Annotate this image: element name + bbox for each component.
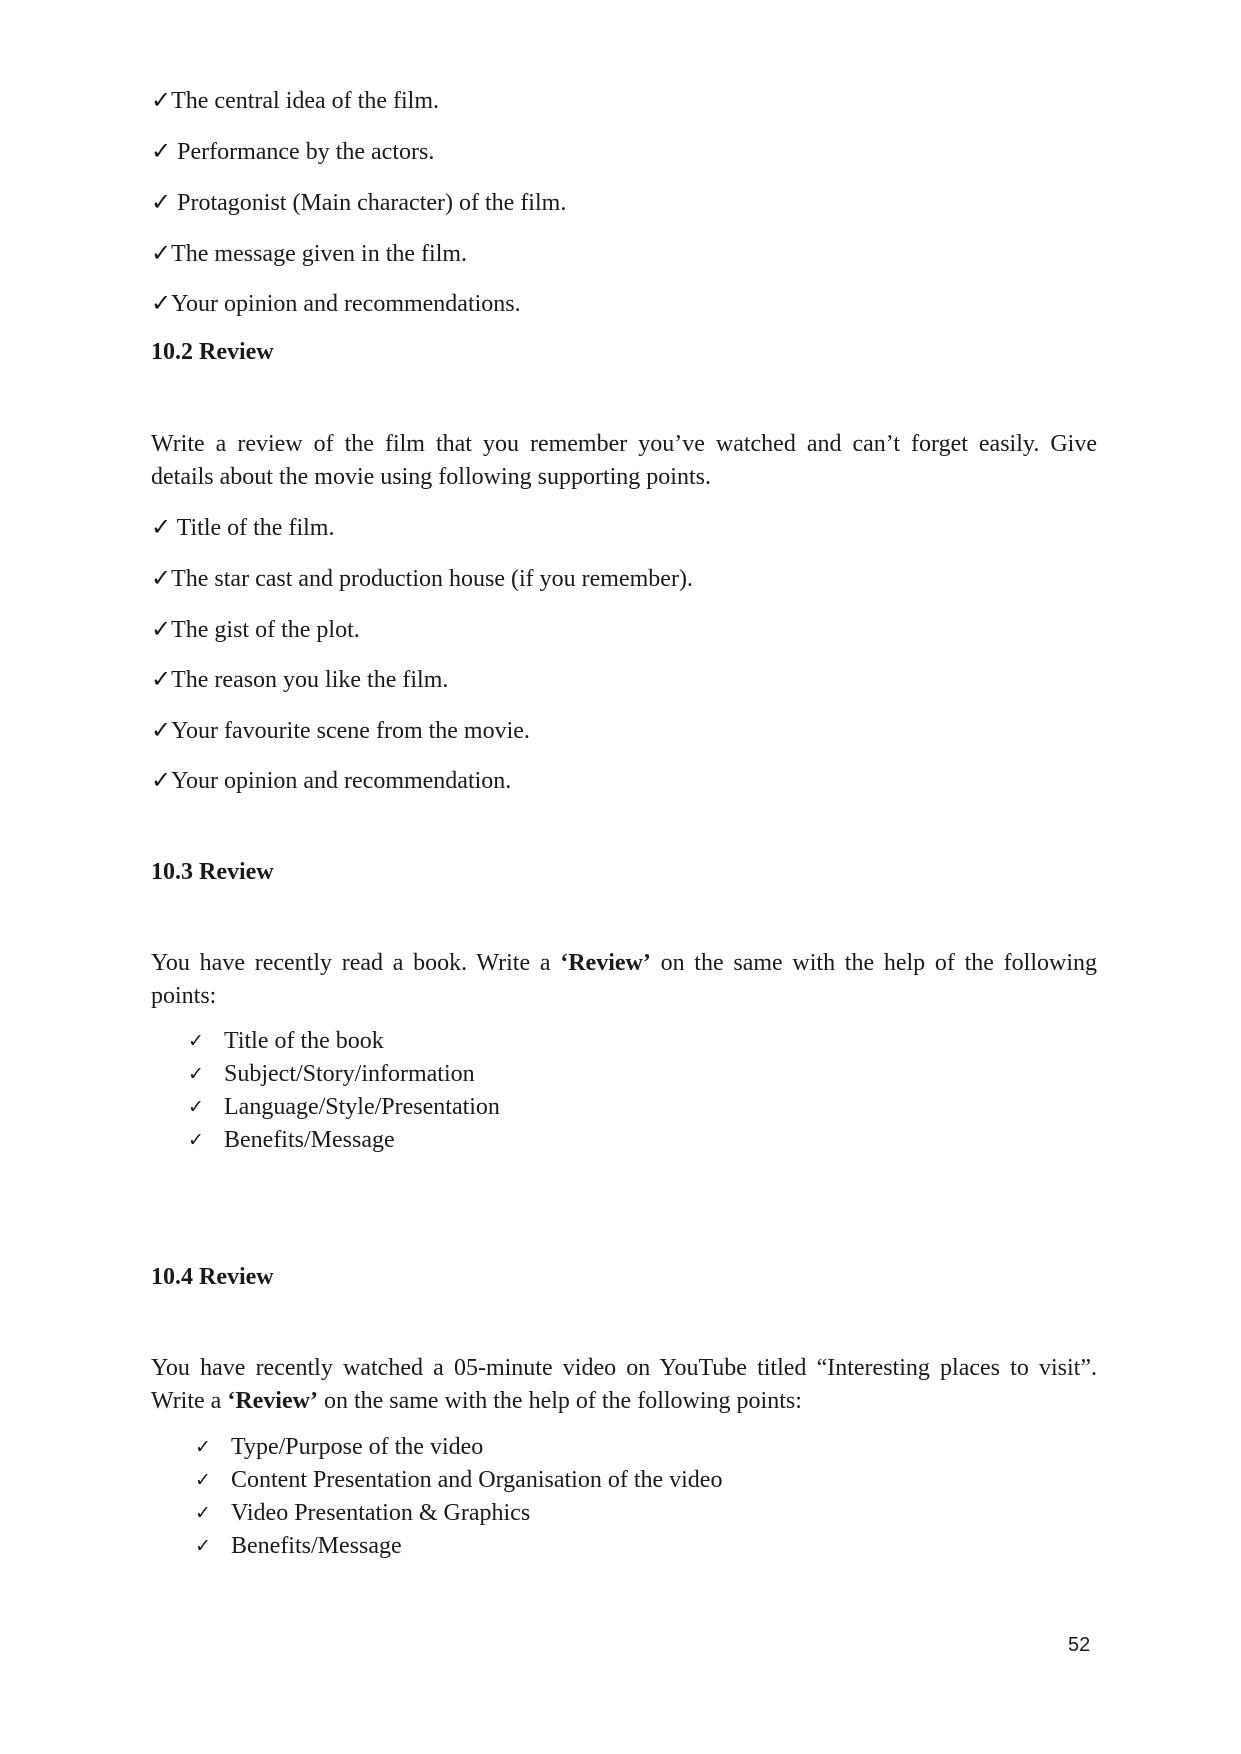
list-item: ✓The gist of the plot.: [151, 617, 360, 643]
paragraph-bold-text: ‘Review’: [560, 950, 651, 976]
list-item: ✓ Protagonist (Main character) of the film.: [151, 190, 567, 216]
list-item-text: Type/Purpose of the video: [231, 1434, 484, 1460]
list-item: ✓Your opinion and recommendations.: [151, 291, 521, 317]
list-item: ✓The reason you like the film.: [151, 667, 449, 693]
section-10-2-paragraph: [151, 428, 1097, 494]
paragraph-line: details about the movie using following supporting points.: [151, 464, 711, 490]
list-item-text: Content Presentation and Organisation of the video: [231, 1467, 723, 1493]
paragraph-text: on the same with the help of the following points:: [317, 1388, 802, 1414]
check-mark-icon: ✓: [188, 1063, 204, 1085]
paragraph-line: points:: [151, 983, 217, 1009]
check-mark-icon: ✓: [188, 1129, 204, 1151]
section-10-4-paragraph: [151, 1352, 1097, 1418]
list-item: [195, 1431, 995, 1464]
list-item-text: Language/Style/Presentation: [224, 1094, 500, 1120]
list-item: ✓The star cast and production house (if you remember).: [151, 566, 693, 592]
check-mark-icon: ✓: [195, 1535, 211, 1557]
list-item: ✓The central idea of the film.: [151, 88, 439, 114]
list-item: [195, 1497, 995, 1530]
list-item: ✓ Title of the film.: [151, 515, 335, 541]
page-number: 52: [1068, 1634, 1091, 1656]
section-heading-10-3: 10.3 Review: [151, 859, 274, 885]
check-mark-icon: ✓: [188, 1096, 204, 1118]
list-item-text: Benefits/Message: [231, 1533, 402, 1559]
paragraph-line: Write a review of the film that you remember you’ve watched and can’t forget easily. Give: [151, 431, 1097, 457]
paragraph-bold-text: ‘Review’: [227, 1388, 318, 1414]
list-item: [195, 1530, 995, 1563]
section-10-4-bullet-list: [195, 1431, 995, 1563]
paragraph-line: [151, 947, 1097, 980]
list-item: ✓Your opinion and recommendation.: [151, 768, 512, 794]
list-item-text: Title of the book: [224, 1028, 384, 1054]
list-item: [188, 1124, 888, 1157]
list-item-text: Subject/Story/information: [224, 1061, 475, 1087]
section-heading-10-2: 10.2 Review: [151, 339, 274, 365]
section-10-3-bullet-list: [188, 1025, 888, 1157]
check-mark-icon: ✓: [195, 1469, 211, 1491]
list-item: [195, 1464, 995, 1497]
list-item: [188, 1091, 888, 1124]
paragraph-line: You have recently watched a 05-minute video on YouTube titled “Interesting places to visit”.: [151, 1355, 1097, 1381]
paragraph-text: You have recently read a book. Write a: [151, 950, 561, 976]
list-item-text: Video Presentation & Graphics: [231, 1500, 531, 1526]
list-item: ✓The message given in the film.: [151, 241, 468, 267]
check-mark-icon: ✓: [195, 1502, 211, 1524]
paragraph-text: on the same with the help of the following: [650, 950, 1098, 976]
check-mark-icon: ✓: [195, 1436, 211, 1458]
list-item: ✓Your favourite scene from the movie.: [151, 718, 530, 744]
list-item: ✓ Performance by the actors.: [151, 139, 435, 165]
check-mark-icon: ✓: [188, 1030, 204, 1052]
section-10-3-paragraph: [151, 947, 1097, 1013]
list-item: [188, 1058, 888, 1091]
paragraph-text: Write a: [151, 1388, 228, 1414]
list-item-text: Benefits/Message: [224, 1127, 395, 1153]
paragraph-line: [151, 1385, 1097, 1418]
list-item: [188, 1025, 888, 1058]
section-heading-10-4: 10.4 Review: [151, 1264, 274, 1290]
